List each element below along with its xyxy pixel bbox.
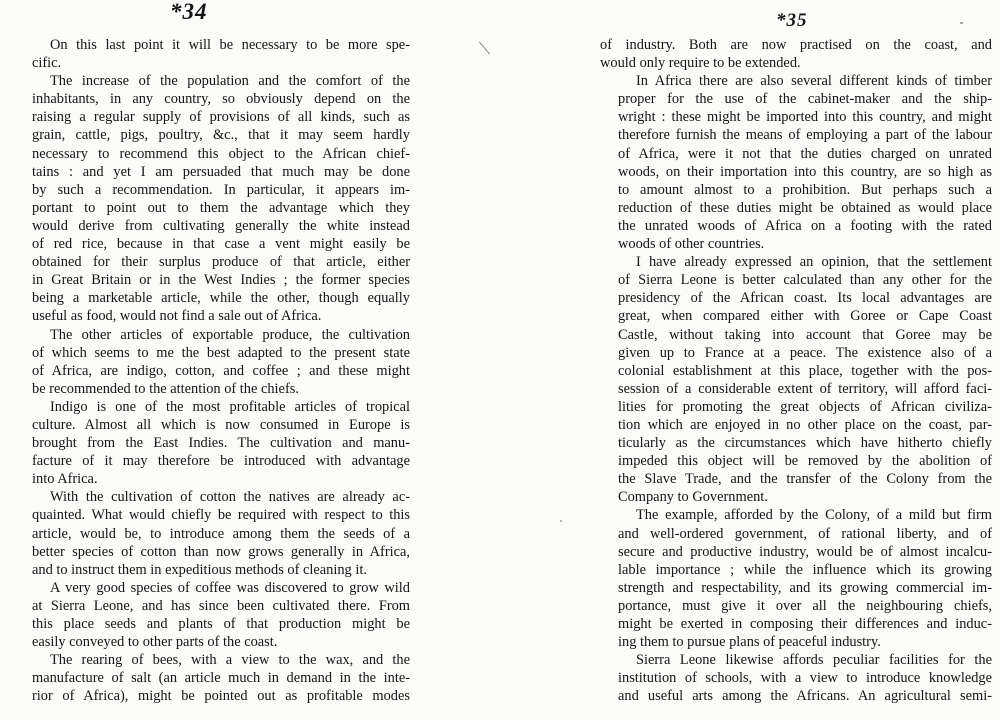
text-line: of Africa, were it not that the duties charged on unrated bbox=[618, 145, 992, 162]
text-line: obtained for their surplus produce of that article, either bbox=[32, 254, 410, 271]
text-line: into Africa. bbox=[32, 471, 98, 488]
text-line: Indigo is one of the most profitable articles of tropical bbox=[50, 398, 410, 415]
text-line: tains : and yet I am persuaded that much may be done bbox=[32, 163, 410, 180]
text-line: institution of schools, with a view to introduce knowledge bbox=[618, 670, 992, 687]
text-line: by such a recommendation. In particular, it appears im- bbox=[32, 181, 410, 198]
text-line: facture of it may therefore be introduced with advantage bbox=[32, 453, 410, 470]
text-line: of industry. Both are now practised on the coast, and bbox=[600, 37, 992, 53]
text-line: better species of cotton than now grows generally in Africa, bbox=[32, 543, 410, 560]
text-line: raising a regular supply of provisions of all kinds, such as bbox=[32, 109, 410, 126]
paragraph bbox=[14, 72, 410, 325]
text-line: being a marketable article, while the other, though equally bbox=[32, 290, 410, 307]
text-line: easily conveyed to other parts of the coast. bbox=[32, 634, 278, 651]
text-line: given up to France at a peace. The existence also of a bbox=[618, 344, 992, 361]
text-line: impeded this object will be removed by the abolition of bbox=[618, 453, 992, 470]
paragraph bbox=[600, 253, 992, 506]
text-line: and useful arts among the Africans. An agricultural semi- bbox=[618, 688, 992, 705]
text-line: On this last point it will be necessary to be more spe- bbox=[50, 37, 410, 53]
page-number: *34 bbox=[170, 0, 208, 24]
text-line: inhabitants, in any country, so obviously depend on the bbox=[32, 91, 410, 108]
text-line: wright : these might be imported into this country, and might bbox=[618, 109, 992, 126]
text-line: of Africa, are indigo, cotton, and coffee ; and these might bbox=[32, 362, 410, 379]
text-line: portant to point out to them the advantage which they bbox=[32, 199, 410, 216]
text-line: quainted. What would chiefly be required with respect to this bbox=[32, 507, 410, 524]
text-line: the unrated woods of Africa on a footing with the rated bbox=[618, 217, 992, 234]
text-line: lable importance ; while the influence which its growing bbox=[618, 561, 992, 578]
gutter-mark bbox=[479, 42, 490, 55]
text-line: colonial establishment at this place, together with the pos- bbox=[618, 362, 992, 379]
text-line: the Slave Trade, and the transfer of the Colony from the bbox=[618, 471, 992, 488]
text-line: session of a considerable extent of territory, will afford faci- bbox=[618, 380, 992, 397]
text-line: would only require to be extended. bbox=[600, 55, 801, 72]
text-line: I have already expressed an opinion, that the settlement bbox=[636, 254, 992, 271]
text-line: proper for the use of the cabinet-maker and the ship- bbox=[618, 91, 992, 108]
text-line: portance, must give it over all the neighbouring chiefs, bbox=[618, 597, 992, 614]
text-line: ing them to pursue plans of peaceful industry. bbox=[618, 634, 881, 651]
paragraph bbox=[14, 36, 410, 72]
text-line: reduction of these duties might be obtained as would place bbox=[618, 199, 992, 216]
text-line: cific. bbox=[32, 55, 62, 72]
paragraph bbox=[600, 651, 992, 705]
paragraph bbox=[14, 651, 410, 705]
text-line: ticularly as the circumstances which have hitherto chiefly bbox=[618, 435, 992, 452]
text-line: manufacture of salt (an article much in demand in the inte- bbox=[32, 670, 410, 687]
text-line: useful as food, would not find a sale out of Africa. bbox=[32, 308, 322, 325]
text-line: great, when compared either with Goree or Cape Coast bbox=[618, 308, 992, 325]
text-line: The increase of the population and the comfort of the bbox=[50, 73, 410, 90]
page-speck bbox=[960, 22, 963, 24]
paragraph bbox=[14, 398, 410, 488]
text-line: therefore furnish the means of employing a part of the labour bbox=[618, 127, 992, 144]
text-line: of which seems to me the best adapted to the present state bbox=[32, 344, 410, 361]
text-line: grain, cattle, pigs, poultry, &c., that it may seem hardly bbox=[32, 127, 410, 144]
text-line: The other articles of exportable produce, the cultivation bbox=[50, 326, 410, 343]
paragraph bbox=[600, 506, 992, 651]
page-number: *35 bbox=[776, 10, 808, 31]
text-line: and to instruct them in expeditious methods of cleaning it. bbox=[32, 561, 367, 578]
text-line: strength and respectability, and its growing commercial im- bbox=[618, 579, 992, 596]
text-line: With the cultivation of cotton the natives are already ac- bbox=[50, 489, 410, 506]
text-line: lities for promoting the great objects of African civiliza- bbox=[618, 398, 992, 415]
text-column bbox=[14, 36, 410, 705]
text-line: at Sierra Leone, and has since been cultivated there. From bbox=[32, 597, 410, 614]
text-line: woods, on their importation into this country, are so high as bbox=[618, 163, 992, 180]
text-line: brought from the East Indies. The cultivation and manu- bbox=[32, 435, 410, 452]
text-line: article, would be, to introduce among them the seeds of a bbox=[32, 525, 410, 542]
text-line: The example, afforded by the Colony, of a mild but firm bbox=[636, 507, 992, 524]
text-line: of Sierra Leone is better calculated than any other for the bbox=[618, 272, 992, 289]
text-line: rior of Africa), might be pointed out as profitable modes bbox=[32, 688, 410, 705]
text-line: in Great Britain or in the West Indies ; the former species bbox=[32, 272, 410, 289]
text-line: presidency of the African coast. Its local advantages are bbox=[618, 290, 992, 307]
text-line: would derive from cultivating generally the white instead bbox=[32, 217, 410, 234]
text-line: might be exerted in composing their differences and induc- bbox=[618, 616, 992, 632]
text-line: culture. Almost all which is now consumed in Europe is bbox=[32, 416, 410, 433]
text-line: The rearing of bees, with a view to the wax, and the bbox=[50, 652, 410, 669]
text-line: to amount almost to a prohibition. But perhaps such a bbox=[618, 181, 992, 198]
text-line: Castle, without taking into account that Goree may be bbox=[618, 326, 992, 343]
text-line: woods of other countries. bbox=[618, 236, 765, 253]
text-line: this place seeds and plants of that production might be bbox=[32, 616, 410, 632]
paragraph bbox=[14, 579, 410, 651]
text-line: secure and productive industry, would be of almost incalcu- bbox=[618, 543, 992, 560]
text-line: Sierra Leone likewise affords peculiar facilities for the bbox=[636, 652, 992, 669]
text-line: In Africa there are also several different kinds of timber bbox=[636, 73, 992, 90]
text-line: be recommended to the attention of the chiefs. bbox=[32, 380, 299, 397]
paragraph bbox=[600, 36, 992, 72]
paragraph bbox=[14, 488, 410, 578]
text-line: Company to Government. bbox=[618, 489, 768, 506]
text-line: necessary to recommend this object to the African chief- bbox=[32, 145, 410, 162]
text-line: tion which are enjoyed in no other place on the coast, par- bbox=[618, 416, 992, 433]
text-line: A very good species of coffee was discovered to grow wild bbox=[50, 579, 410, 596]
page-speck bbox=[560, 520, 562, 522]
paragraph bbox=[14, 326, 410, 398]
text-line: and well-ordered government, of rational liberty, and of bbox=[618, 525, 992, 542]
paragraph bbox=[600, 72, 992, 253]
text-line: of red rice, because in that case a vent might easily be bbox=[32, 236, 410, 253]
text-column bbox=[600, 36, 992, 705]
